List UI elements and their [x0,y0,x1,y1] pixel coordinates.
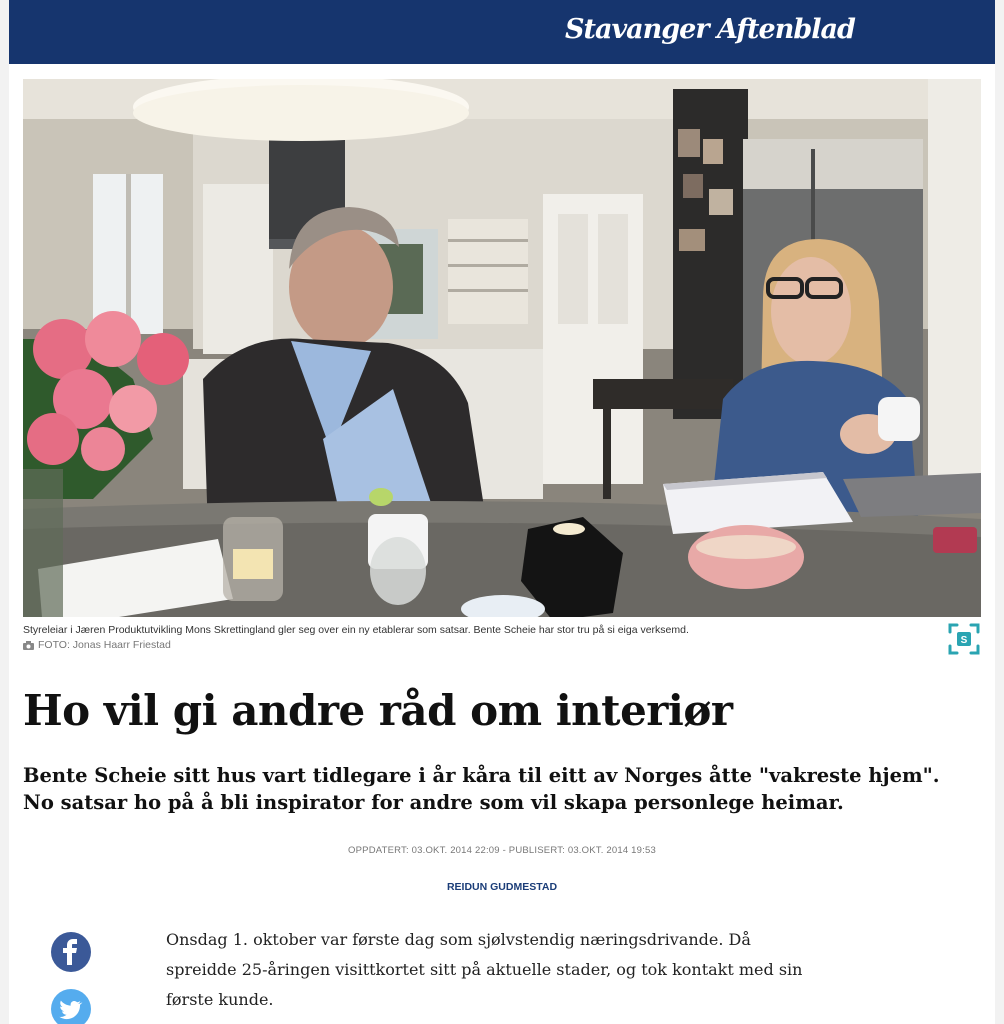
expand-badge-text: S [960,635,968,646]
camera-icon [23,641,34,650]
expand-photo-button[interactable] [947,622,981,656]
photo-credit-text: FOTO: Jonas Haarr Friestad [38,639,171,651]
photo-caption: Styreleiar i Jæren Produktutvikling Mons Skrettingland gler seg over ein ny etablerar som satsar. Bente Scheie har stor tru på si eiga verksemd. [23,624,689,636]
photo-credit [23,639,171,651]
article-paragraph: Onsdag 1. oktober var første dag som sjølvstendig næringsdrivande. Då spreidde 25-åringen visittkortet sitt på aktuelle stader, og tok kontakt med sin første kunde. [166,930,803,1009]
twitter-share-button[interactable] [51,989,91,1024]
photo-scene [23,79,981,617]
author-byline[interactable]: REIDUN GUDMESTAD [446,881,558,893]
article-lead: Bente Scheie sitt hus vart tidlegare i år kåra til eitt av Norges åtte "vakreste hjem". No satsar ho på å bli inspirator for andre som vil skapa personlege heimar. [23,764,940,814]
site-logo[interactable]: Stavanger Aftenblad [565,14,855,45]
twitter-icon [51,989,91,1024]
publish-info: OPPDATERT: 03.OKT. 2014 22:09 - PUBLISERT: 03.OKT. 2014 19:53 [348,845,656,856]
facebook-share-button[interactable] [51,932,91,972]
article-headline: Ho vil gi andre råd om interiør [23,686,733,735]
masthead [9,0,995,64]
article-photo[interactable] [23,79,981,617]
facebook-icon [51,932,91,972]
expand-icon [947,622,981,656]
